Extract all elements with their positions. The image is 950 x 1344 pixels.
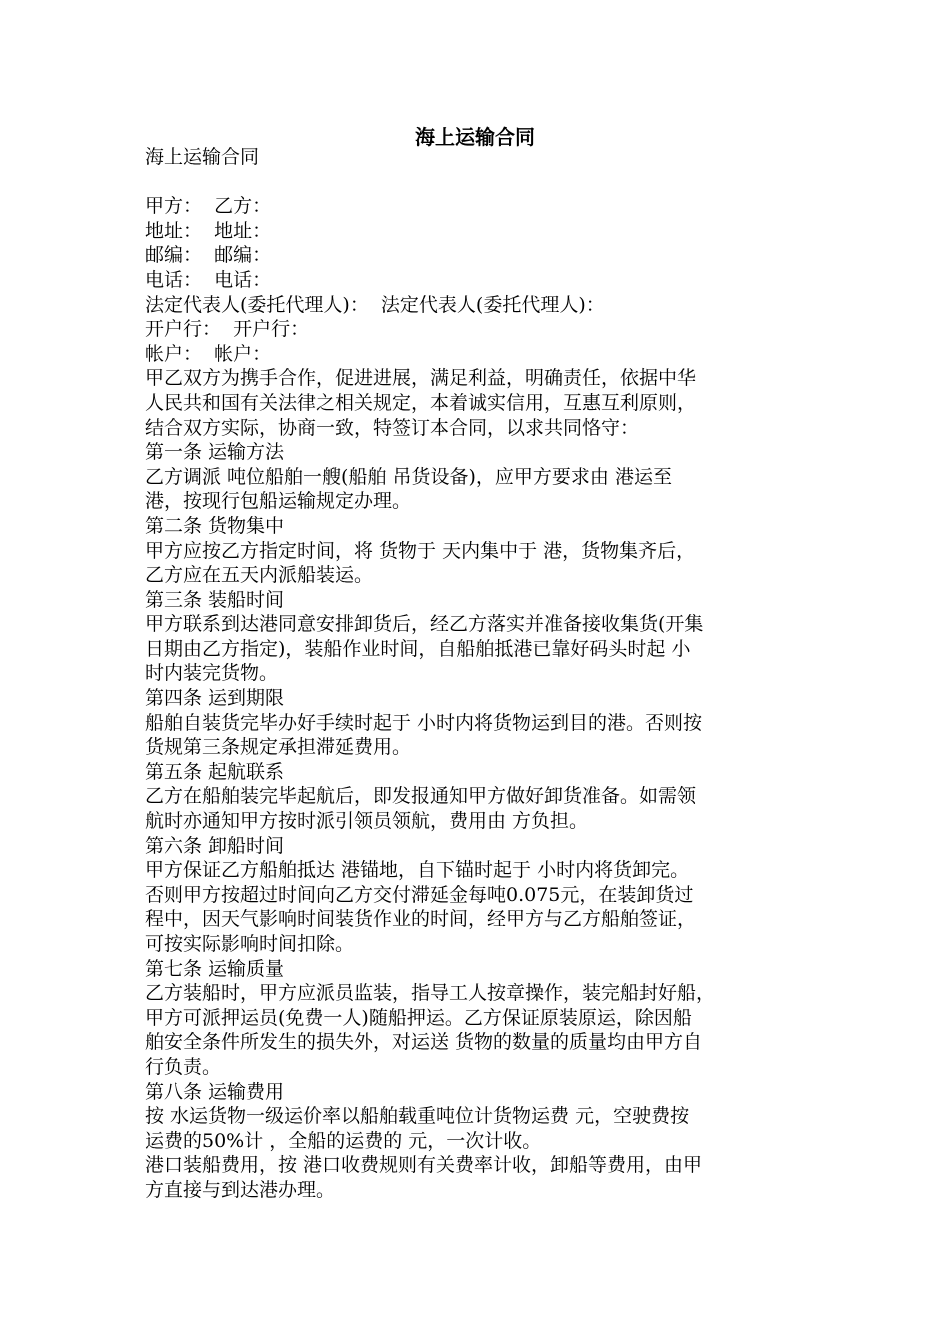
blank-line (145, 170, 810, 195)
article-text-line: 否则甲方按超过时间向乙方交付滞延金每吨0.075元，在装卸货过 (145, 883, 694, 906)
article-text-line: 乙方应在五天内派船装运。 (145, 564, 374, 587)
article-heading: 第六条 卸船时间 (145, 834, 285, 857)
article-text-line: 行负责。 (145, 1055, 222, 1078)
article-text-line: 舶安全条件所发生的损失外，对运送 货物的数量的质量均由甲方自 (145, 1031, 703, 1054)
preamble-line: 人民共和国有关法律之相关规定，本着诚实信用，互惠互利原则， (145, 391, 697, 414)
article-text-line: 港口装船费用，按 港口收费规则有关费率计收，卸船等费用，由甲 (145, 1154, 703, 1177)
article-text-line: 甲方保证乙方船舶抵达 港锚地，自下锚时起于 小时内将货卸完。 (145, 859, 690, 882)
article-text-line: 甲方应按乙方指定时间，将 货物于 天内集中于 港，货物集齐后， (145, 539, 696, 562)
postcode-label-line: 邮编： 邮编： (145, 244, 272, 267)
article-text-line: 乙方在船舶装完毕起航后，即发报通知甲方做好卸货准备。如需领 (145, 785, 697, 808)
article-text-line: 乙方装船时，甲方应派员监装，指导工人按章操作，装完船封好船， (145, 982, 716, 1005)
article-heading: 第二条 货物集中 (145, 514, 285, 537)
text-line: 海上运输合同 (145, 146, 260, 168)
article-heading: 第四条 运到期限 (145, 687, 285, 710)
address-label-line: 地址： 地址： (145, 219, 272, 242)
representative-label-line: 法定代表人(委托代理人)： 法定代表人(委托代理人)： (145, 293, 605, 316)
article-text-line: 甲方可派押运员(免费一人)随船押运。乙方保证原装原运，除因船 (145, 1006, 692, 1029)
article-text-line: 船舶自装货完毕办好手续时起于 小时内将货物运到目的港。否则按 (145, 711, 703, 734)
article-text-line: 程中，因天气影响时间装货作业的时间，经甲方与乙方船舶签证， (145, 908, 697, 931)
document-body (145, 145, 810, 1203)
article-text-line: 方直接与到达港办理。 (145, 1178, 336, 1201)
article-text-line: 日期由乙方指定)，装船作业时间，自船舶抵港已靠好码头时起 小 (145, 637, 691, 660)
preamble-line: 甲乙双方为携手合作，促进进展，满足利益，明确责任，依据中华 (145, 367, 697, 390)
article-text-line: 乙方调派 吨位船舶一艘(船舶 吊货设备)，应甲方要求由 港运至 (145, 465, 672, 488)
article-text-line: 按 水运货物一级运价率以船舶载重吨位计货物运费 元，空驶费按 (145, 1105, 690, 1128)
party-label-line: 甲方： 乙方： (145, 195, 272, 218)
article-text-line: 甲方联系到达港同意安排卸货后，经乙方落实并准备接收集货(开集 (145, 613, 704, 636)
article-text-line: 运费的50%计 ，全船的运费的 元，一次计收。 (145, 1129, 542, 1152)
article-text-line: 航时亦通知甲方按时派引领员领航，费用由 方负担。 (145, 810, 589, 833)
bank-label-line: 开户行： 开户行： (145, 318, 310, 341)
article-text-line: 时内装完货物。 (145, 662, 279, 685)
account-label-line: 帐户： 帐户： (145, 342, 272, 365)
document-title: 海上运输合同 (415, 125, 535, 149)
article-text-line: 货规第三条规定承担滞延费用。 (145, 736, 412, 759)
article-heading: 第一条 运输方法 (145, 441, 285, 464)
article-text-line: 可按实际影响时间扣除。 (145, 933, 355, 955)
article-heading: 第七条 运输质量 (145, 957, 285, 980)
article-heading: 第三条 装船时间 (145, 588, 285, 611)
article-heading: 第五条 起航联系 (145, 760, 285, 783)
article-heading: 第八条 运输费用 (145, 1080, 285, 1103)
phone-label-line: 电话： 电话： (145, 268, 272, 291)
article-text-line: 港，按现行包船运输规定办理。 (145, 490, 412, 513)
preamble-line: 结合双方实际，协商一致，特签订本合同，以求共同恪守： (145, 416, 640, 439)
